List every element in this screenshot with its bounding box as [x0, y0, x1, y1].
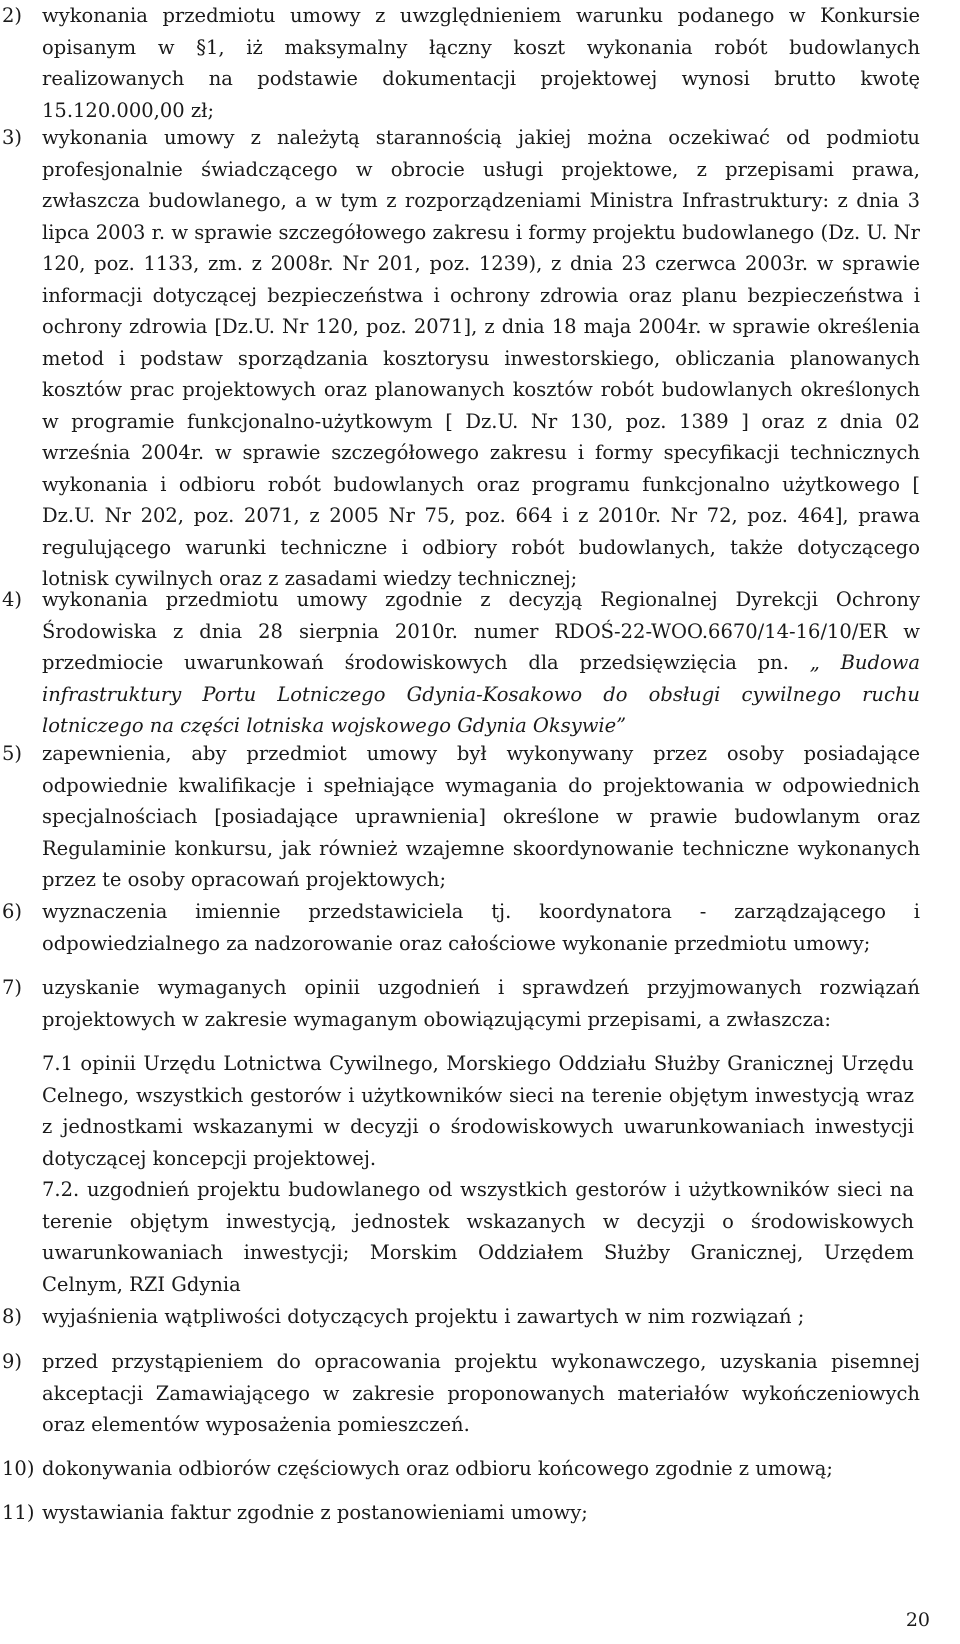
item-text: wystawiania faktur zgodnie z postanowieniami umowy; — [42, 1501, 588, 1524]
item-number: 6) — [2, 900, 23, 923]
item-text: wykonania przedmiotu umowy z uwzględnieniem warunku podanego w Konkursie opisanym w §1, iż maksymalny łączny koszt wykonania robót budowlanych realizowanych na podstawie dokumentacji projektowej wynosi brutto kwotę 15.120.000,00 zł; — [42, 4, 920, 122]
list-item-10 — [0, 1453, 920, 1485]
item-text: wykonania umowy z należytą starannością jakiej można oczekiwać od podmiotu profesjonalnie świadczącego w obrocie usługi projektowe, z przepisami prawa, zwłaszcza budowlanego, a w tym z rozporządzeniami Ministra Infrastruktury: z dnia 3 lipca 2003 r. w sprawie szczegółowego zakresu i formy projektu budowlanego (Dz. U. Nr 120, poz. 1133, zm. z 2008r. Nr 201, poz. 1239), z dnia 23 czerwca 2003r. w sprawie informacji dotyczącej bezpieczeństwa i ochrony zdrowia oraz planu bezpieczeństwa i ochrony zdrowia [Dz.U. Nr 120, poz. 2071], z dnia 18 maja 2004r. w sprawie określenia metod i podstaw sporządzania kosztorysu inwestorskiego, obliczania planowanych kosztów prac projektowych oraz planowanych kosztów robót budowlanych określonych w programie funkcjonalno-użytkowym [ Dz.U. Nr 130, poz. 1389 ] oraz z dnia 02 września 2004r. w sprawie szczegółowego zakresu i formy specyfikacji technicznych wykonania i odbioru robót budowlanych oraz programu funkcjonalno użytkowego [ Dz.U. Nr 202, poz. 2071, z 2005 Nr 75, poz. 664 i z 2010r. Nr 72, poz. 464], prawa regulującego warunki techniczne i odbiory robót budowlanych, także dotyczącego lotnisk cywilnych oraz z zasadami wiedzy technicznej; — [42, 126, 920, 590]
list-item-4 — [0, 584, 920, 742]
item-number: 11) — [2, 1501, 35, 1524]
item-text: wyznaczenia imiennie przedstawiciela tj. koordynatora - zarządzającego i odpowiedzialnego za nadzorowanie oraz całościowe wykonanie przedmiotu umowy; — [42, 900, 920, 955]
list-item-9 — [0, 1346, 920, 1441]
page-number: 20 — [905, 1609, 930, 1631]
list-item-11 — [0, 1497, 920, 1529]
sub-item-7-1: 7.1 opinii Urzędu Lotnictwa Cywilnego, Morskiego Oddziału Służby Granicznej Urzędu Celnego, wszystkich gestorów i użytkowników sieci na terenie objętym inwestycją wraz z jednostkami wskazanymi w decyzji o środowiskowych uwarunkowaniach inwestycji dotyczącej koncepcji projektowej. — [42, 1052, 914, 1170]
item-number: 9) — [2, 1350, 23, 1373]
item-text: wyjaśnienia wątpliwości dotyczących projektu i zawartych w nim rozwiązań ; — [42, 1305, 805, 1328]
item-number: 10) — [2, 1457, 35, 1480]
item-number: 4) — [2, 588, 23, 611]
list-item-6 — [0, 896, 920, 959]
item-number: 8) — [2, 1305, 23, 1328]
item-text-plain: wykonania przedmiotu umowy zgodnie z decyzją Regionalnej Dyrekcji Ochrony Środowiska z dnia 28 sierpnia 2010r. numer RDOŚ-22-WOO.6670/14-16/10/ER w przedmiocie uwarunkowań środowiskowych dla przedsięwzięcia pn. — [42, 588, 920, 674]
item-text: uzyskanie wymaganych opinii uzgodnień i sprawdzeń przyjmowanych rozwiązań projektowych w zakresie wymaganym obowiązującymi przepisami, a zwłaszcza: — [42, 976, 920, 1031]
item-text-italic: „ Budowa infrastruktury Portu Lotniczego Gdynia-Kosakowo do obsługi cywilnego ruchu lotniczego na części lotniska wojskowego Gdynia Oksywie” — [42, 651, 921, 737]
item-text: przed przystąpieniem do opracowania projektu wykonawczego, uzyskania pisemnej akceptacji Zamawiającego w zakresie proponowanych materiałów wykończeniowych oraz elementów wyposażenia pomieszczeń. — [42, 1350, 920, 1436]
sub-item-7-2: 7.2. uzgodnień projektu budowlanego od wszystkich gestorów i użytkowników sieci na terenie objętym inwestycją, jednostek wskazanych w decyzji o środowiskowych uwarunkowaniach inwestycji; Morskim Oddziałem Służby Granicznej, Urzędem Celnym, RZI Gdynia — [42, 1178, 914, 1296]
item-number: 5) — [2, 742, 23, 765]
item-text — [42, 584, 920, 742]
item-number: 2) — [2, 4, 23, 27]
item-text: zapewnienia, aby przedmiot umowy był wykonywany przez osoby posiadające odpowiednie kwalifikacje i spełniające wymagania do projektowania w odpowiednich specjalnościach [posiadające uprawnienia] określone w prawie budowlanym oraz Regulaminie konkursu, jak również wzajemne skoordynowanie techniczne wykonanych przez te osoby opracowań projektowych; — [42, 742, 920, 891]
item-text: dokonywania odbiorów częściowych oraz odbioru końcowego zgodnie z umową; — [42, 1457, 833, 1480]
item-number: 7) — [2, 976, 23, 999]
list-item-8 — [0, 1301, 920, 1333]
list-item-2 — [0, 0, 920, 126]
list-item-5 — [0, 738, 920, 896]
list-item-7 — [0, 972, 920, 1035]
item-number: 3) — [2, 126, 23, 149]
list-item-3 — [0, 122, 920, 595]
